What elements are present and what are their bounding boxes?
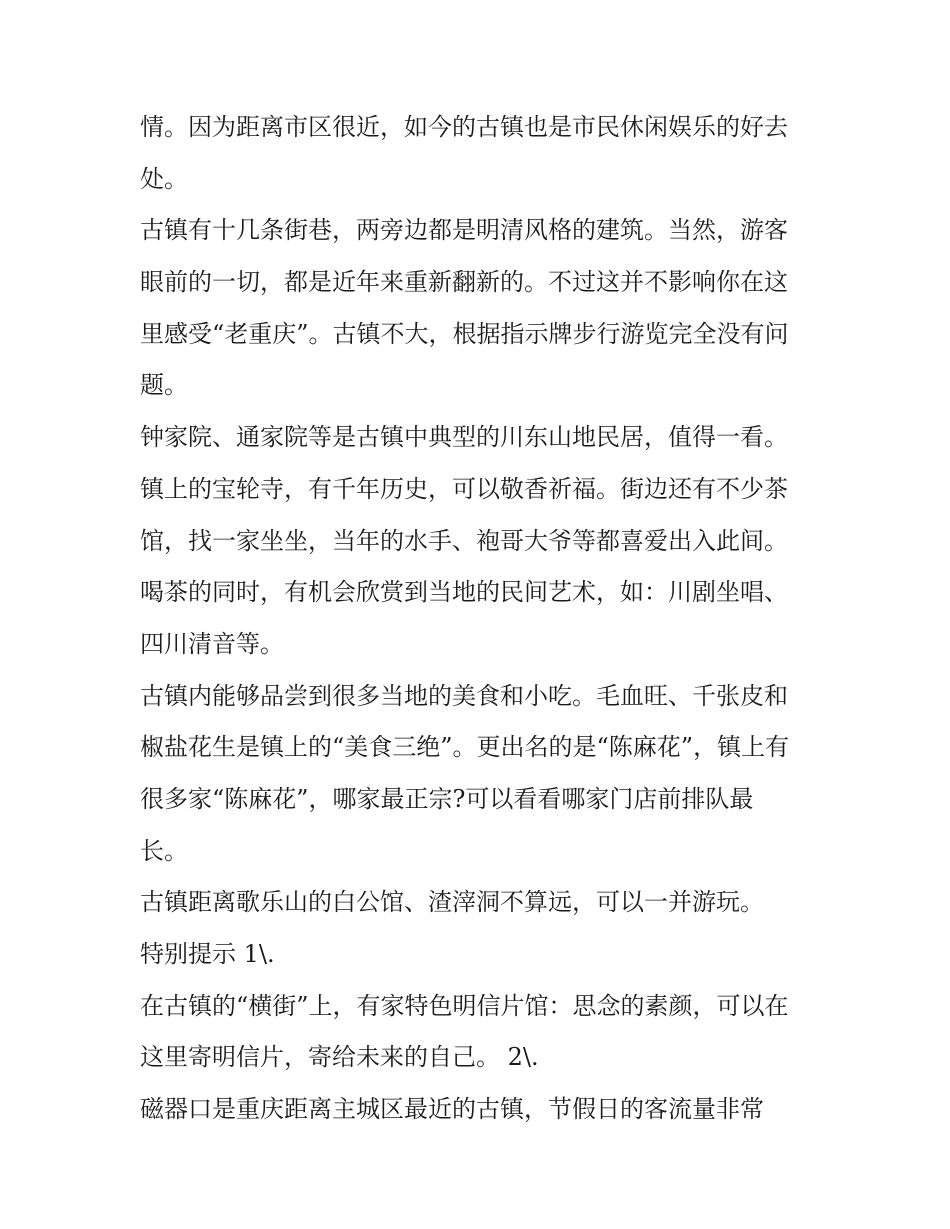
text-line: 处。 bbox=[140, 164, 188, 193]
text-line: 情。因为距离市区很近，如今的古镇也是市民休闲娱乐的好去 bbox=[140, 113, 788, 141]
text-line: 古镇距离歌乐山的白公馆、渣滓洞不算远，可以一并游玩。 bbox=[140, 888, 764, 917]
text-line: 在古镇的“横街”上，有家特色明信片馆：思念的素颜，可以在 bbox=[140, 991, 789, 1020]
text-line: 眼前的一切，都是近年来重新翻新的。不过这并不影响你在这 bbox=[140, 268, 788, 297]
text-line: 古镇有十几条街巷，两旁边都是明清风格的建筑。当然，游客 bbox=[140, 216, 788, 245]
body-text bbox=[140, 102, 830, 1136]
text-line: 馆，找一家坐坐，当年的水手、袍哥大爷等都喜爱出入此间。 bbox=[140, 526, 788, 555]
text-line: 椒盐花生是镇上的“美食三绝”。更出名的是“陈麻花”，镇上有 bbox=[140, 733, 790, 762]
text-line: 长。 bbox=[140, 836, 188, 865]
text-line: 钟家院、通家院等是古镇中典型的川东山地民居，值得一看。 bbox=[140, 423, 788, 452]
text-line: 古镇内能够品尝到很多当地的美食和小吃。毛血旺、千张皮和 bbox=[140, 681, 788, 710]
text-line: 镇上的宝轮寺，有千年历史，可以敬香祈福。街边还有不少茶 bbox=[140, 474, 788, 503]
text-line: 很多家“陈麻花”，哪家最正宗?可以看看哪家门店前排队最 bbox=[140, 784, 754, 813]
text-line: 里感受“老重庆”。古镇不大，根据指示牌步行游览完全没有问 bbox=[140, 319, 789, 348]
text-line: 喝茶的同时，有机会欣赏到当地的民间艺术，如：川剧坐唱、 bbox=[140, 578, 788, 607]
text-line: 特别提示 1\. bbox=[140, 940, 275, 968]
text-line: 这里寄明信片，寄给未来的自己。 2\. bbox=[140, 1043, 539, 1072]
text-line: 磁器口是重庆距离主城区最近的古镇，节假日的客流量非常 bbox=[140, 1095, 764, 1124]
text-line: 四川清音等。 bbox=[140, 629, 284, 658]
text-line: 题。 bbox=[140, 371, 188, 400]
